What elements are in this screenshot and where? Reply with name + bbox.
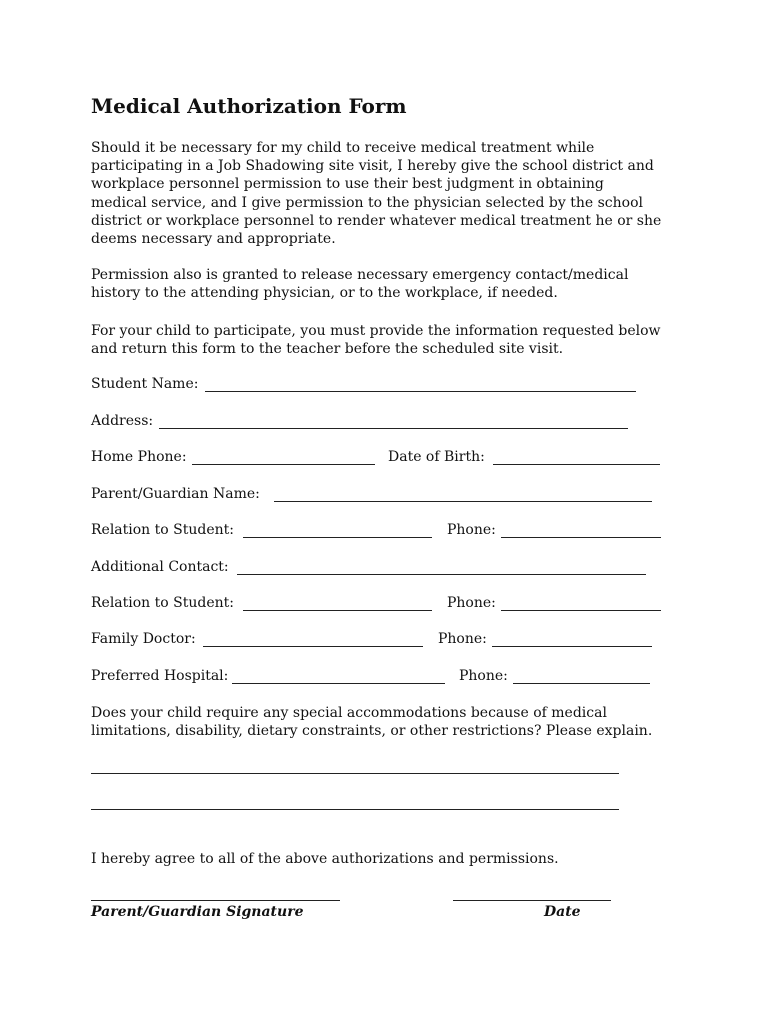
form-title: Medical Authorization Form	[91, 94, 407, 118]
additional-contact-label: Additional Contact:	[91, 559, 229, 575]
home-phone-label: Home Phone:	[91, 449, 187, 465]
phone-field-4[interactable]	[513, 683, 650, 684]
relation-phone-row-1	[91, 522, 691, 542]
phone-field-3[interactable]	[492, 646, 652, 647]
relation-phone-row-2	[91, 595, 691, 615]
date-of-birth-label: Date of Birth:	[388, 449, 485, 465]
parent-guardian-name-label: Parent/Guardian Name:	[91, 486, 260, 502]
preferred-hospital-label: Preferred Hospital:	[91, 668, 229, 684]
student-name-label: Student Name:	[91, 376, 199, 392]
phone-label-2: Phone:	[447, 595, 496, 611]
date-line[interactable]	[453, 900, 611, 901]
signature-line[interactable]	[91, 900, 340, 901]
permission-paragraph: Permission also is granted to release necessary emergency contact/medical history to the attending physician, or to the workplace, if needed.	[91, 267, 629, 302]
student-name-row	[91, 376, 691, 396]
relation-label-2: Relation to Student:	[91, 595, 234, 611]
date-caption: Date	[544, 904, 581, 920]
phone-label-1: Phone:	[447, 522, 496, 538]
address-field[interactable]	[159, 428, 628, 429]
family-doctor-label: Family Doctor:	[91, 631, 196, 647]
address-label: Address:	[91, 413, 154, 429]
signature-caption: Parent/Guardian Signature	[91, 904, 304, 920]
parent-guardian-row	[91, 486, 691, 506]
phone-field-1[interactable]	[501, 537, 661, 538]
address-row	[91, 413, 691, 433]
instructions-paragraph: For your child to participate, you must provide the information requested below and return this form to the teacher before the scheduled site visit.	[91, 323, 661, 358]
agreement-statement: I hereby agree to all of the above authorizations and permissions.	[91, 851, 559, 867]
accommodations-answer-line-1[interactable]	[91, 773, 619, 774]
phone-label-4: Phone:	[459, 668, 508, 684]
relation-field-1[interactable]	[243, 537, 432, 538]
student-name-field[interactable]	[205, 391, 636, 392]
phone-label-3: Phone:	[438, 631, 487, 647]
relation-field-2[interactable]	[243, 610, 432, 611]
intro-paragraph: Should it be necessary for my child to receive medical treatment while participating in a Job Shadowing site visit, I hereby give the school district and workplace personnel permission to use their best judgment in obtaining medical service, and I give permission to the physician selected by the school district or workplace personnel to render whatever medical treatment he or she deems necessary and appropriate.	[91, 140, 662, 248]
family-doctor-field[interactable]	[203, 646, 423, 647]
home-phone-field[interactable]	[192, 464, 375, 465]
accommodations-question: Does your child require any special accommodations because of medical limitations, disability, dietary constraints, or other restrictions? Please explain.	[91, 705, 653, 740]
relation-label-1: Relation to Student:	[91, 522, 234, 538]
additional-contact-field[interactable]	[237, 574, 646, 575]
accommodations-answer-line-2[interactable]	[91, 809, 619, 810]
additional-contact-row	[91, 559, 691, 579]
date-of-birth-field[interactable]	[493, 464, 660, 465]
parent-guardian-name-field[interactable]	[274, 501, 652, 502]
home-phone-dob-row	[91, 449, 691, 469]
preferred-hospital-row	[91, 668, 691, 688]
family-doctor-row	[91, 631, 691, 651]
phone-field-2[interactable]	[501, 610, 661, 611]
preferred-hospital-field[interactable]	[232, 683, 445, 684]
